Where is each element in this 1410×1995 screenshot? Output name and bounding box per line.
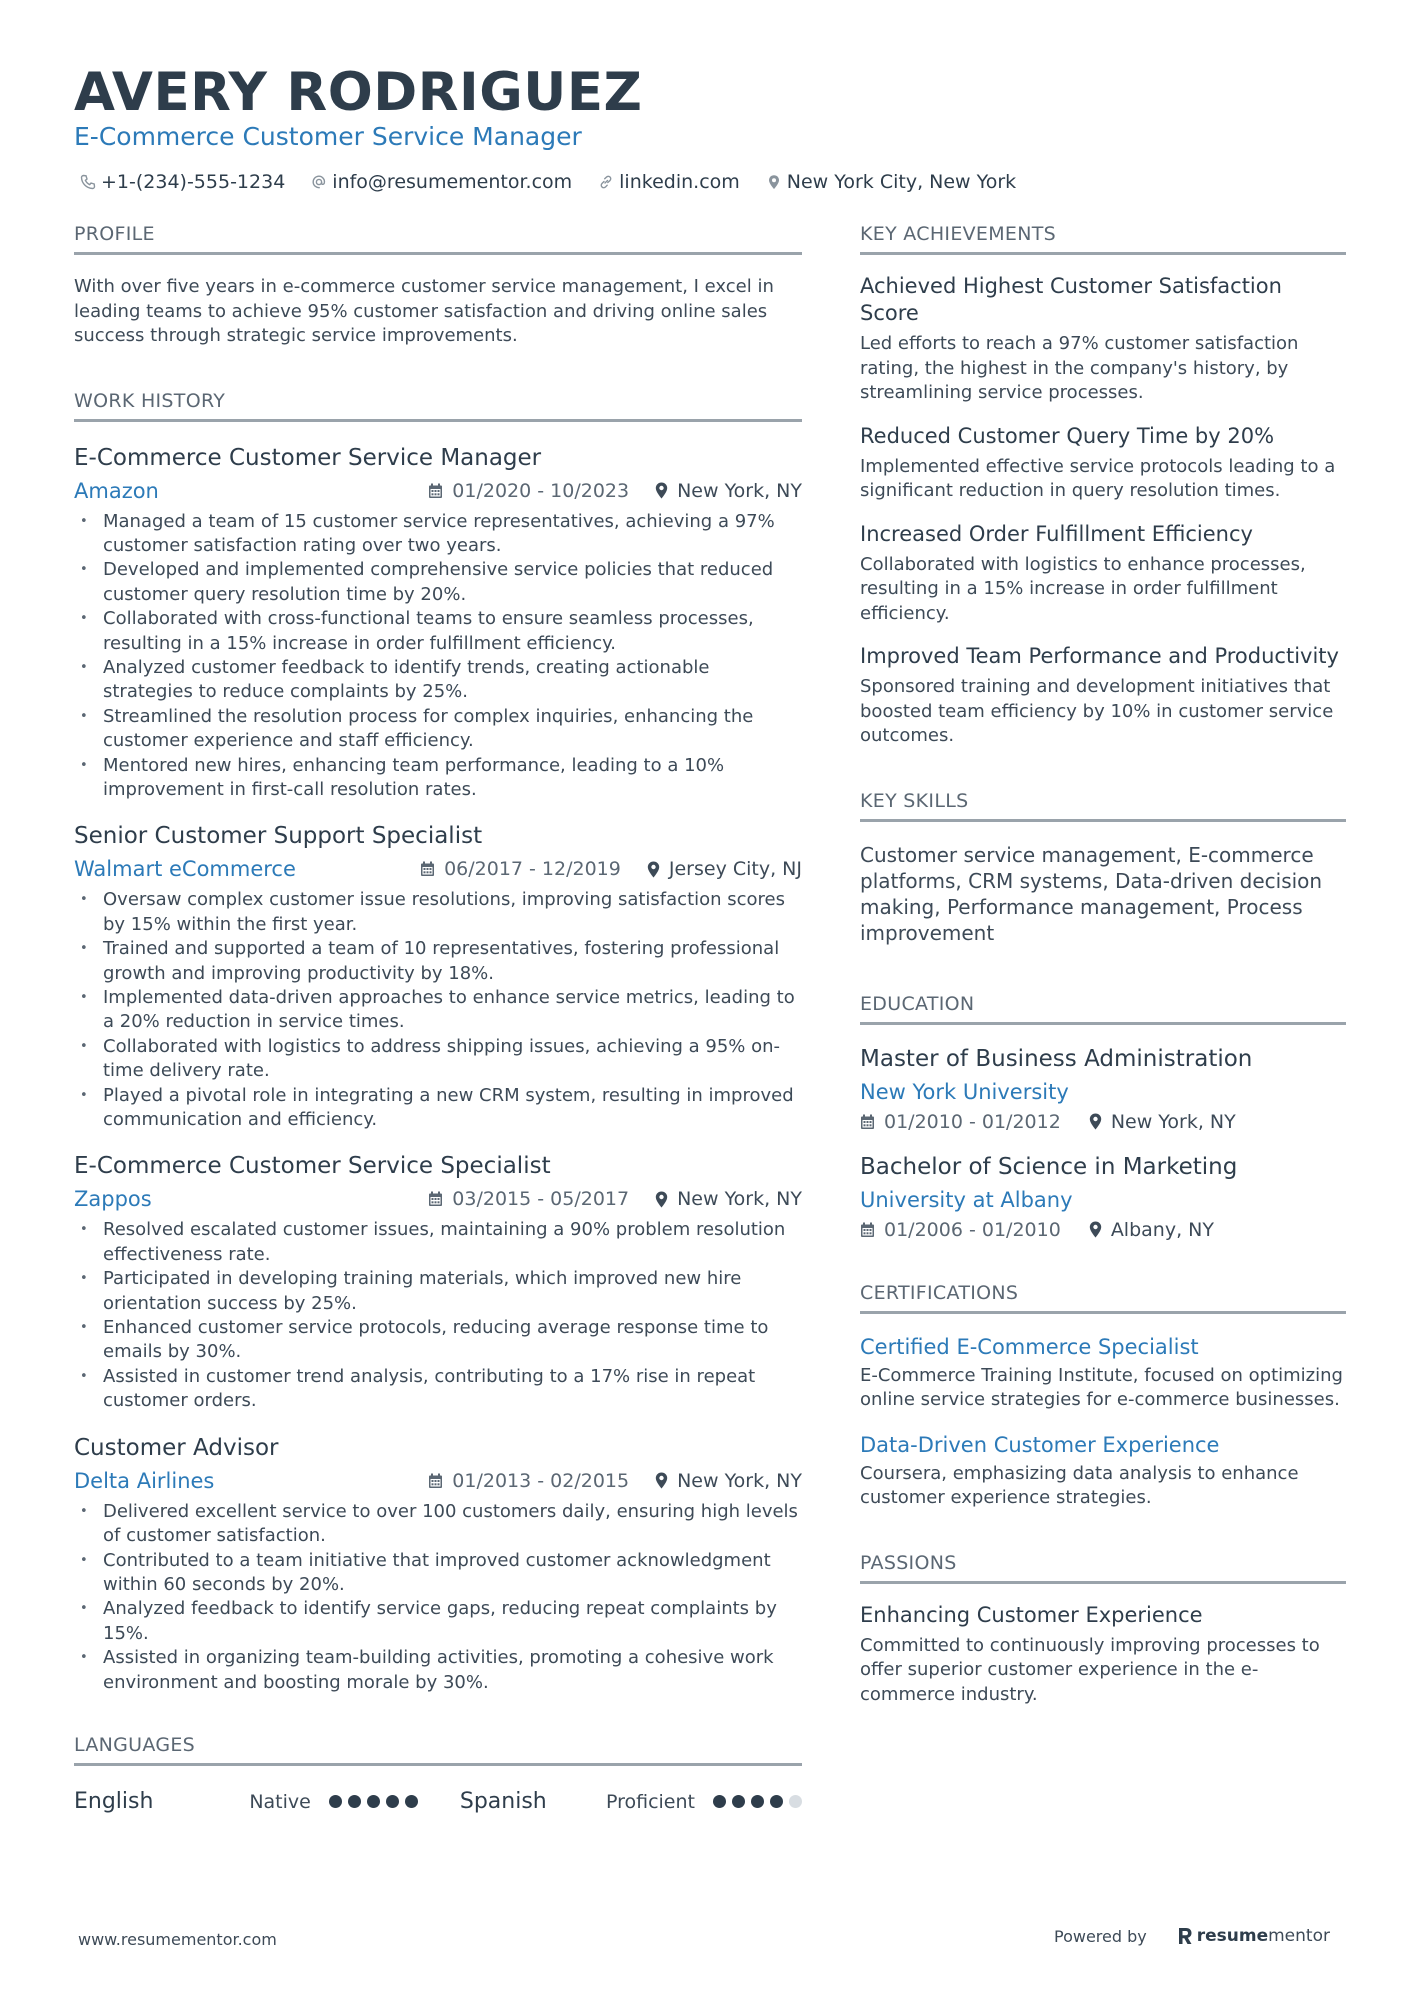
job-title: E-Commerce Customer Service Specialist — [74, 1153, 551, 1180]
brand-logo[interactable] — [1177, 1926, 1330, 1946]
rating-dot-filled — [405, 1795, 418, 1808]
job-title: E-Commerce Customer Service Manager — [74, 444, 542, 471]
job-meta — [428, 1188, 802, 1210]
brand-bold: resume — [1196, 1926, 1269, 1946]
calendar-icon — [428, 1473, 443, 1489]
language-level: Native — [249, 1790, 311, 1813]
education-dates — [860, 1111, 1061, 1133]
job-dates-text: 01/2020 - 10/2023 — [452, 479, 630, 502]
education-item — [860, 1151, 1346, 1241]
education-location-text: Albany, NY — [1110, 1218, 1214, 1241]
job-location — [655, 480, 802, 502]
achievements-section — [860, 222, 1346, 749]
certification-title: Data-Driven Customer Experience — [860, 1432, 1220, 1457]
job-meta-row — [74, 1184, 802, 1214]
job-bullet: • Implemented data-driven approaches to enhance service metrics, leading to a 20% reduction in service times. — [74, 986, 802, 1035]
achievement-title: Reduced Customer Query Time by 20% — [860, 423, 1275, 448]
contact-phone[interactable] — [80, 171, 285, 193]
profile-text: With over five years in e-commerce customer service management, I excel in leading teams to achieve 95% customer satisfaction and driving online sales success through strategic service improvements. — [74, 276, 774, 346]
powered-by-label: Powered by — [1054, 1926, 1147, 1946]
certification-desc: Coursera, emphasizing data analysis to enhance customer experience strategies. — [860, 1462, 1299, 1508]
map-pin-icon — [647, 861, 660, 878]
calendar-icon — [860, 1114, 875, 1130]
footer-website[interactable]: www.resumementor.com — [78, 1930, 277, 1949]
education-school: New York University — [860, 1079, 1069, 1104]
job-bullet: • Streamlined the resolution process for complex inquiries, enhancing the customer experience and staff efficiency. — [74, 705, 802, 754]
certifications-section — [860, 1281, 1346, 1511]
contact-email-text: info@resumementor.com — [332, 171, 573, 193]
job-dates — [428, 1188, 629, 1210]
job-bullet: • Mentored new hires, enhancing team performance, leading to a 10% improvement in first-call resolution rates. — [74, 754, 802, 803]
achievement-desc: Collaborated with logistics to enhance processes, resulting in a 15% increase in order fulfillment efficiency. — [860, 553, 1306, 624]
job-dates — [428, 1470, 629, 1492]
job-bullet: • Contributed to a team initiative that improved customer acknowledgment within 60 seconds by 20%. — [74, 1549, 802, 1598]
job-location-text: New York, NY — [677, 1469, 802, 1492]
education-degree: Bachelor of Science in Marketing — [860, 1153, 1238, 1180]
achievement-item — [860, 643, 1346, 749]
achievements-heading: KEY ACHIEVEMENTS — [860, 222, 1346, 255]
rating-dot-empty — [789, 1795, 802, 1808]
job-bullet: • Oversaw complex customer issue resolutions, improving satisfaction scores by 15% within the first year. — [74, 888, 802, 937]
calendar-icon — [420, 861, 435, 877]
calendar-icon — [428, 483, 443, 499]
job-dates-text: 01/2013 - 02/2015 — [452, 1469, 630, 1492]
contact-phone-text: +1-(234)-555-1234 — [101, 171, 286, 193]
job-bullets — [74, 1500, 802, 1695]
contact-linkedin-text: linkedin.com — [619, 171, 740, 193]
rating-dot-filled — [329, 1795, 342, 1808]
education-dates — [860, 1219, 1061, 1241]
job-bullet: • Analyzed feedback to identify service gaps, reducing repeat complaints by 15%. — [74, 1597, 802, 1646]
rating-dot-filled — [770, 1795, 783, 1808]
achievement-desc: Implemented effective service protocols leading to a significant reduction in query resolution times. — [860, 455, 1336, 501]
job-bullet: • Developed and implemented comprehensive service policies that reduced customer query resolution time by 20%. — [74, 558, 802, 607]
contact-email[interactable] — [311, 171, 572, 193]
job-location — [655, 1470, 802, 1492]
job-location-text: New York, NY — [677, 479, 802, 502]
map-pin-icon — [655, 1191, 668, 1208]
link-icon — [598, 174, 614, 190]
language-name: Spanish — [459, 1789, 547, 1815]
job-entry — [74, 1150, 802, 1413]
job-bullet: • Managed a team of 15 customer service representatives, achieving a 97% customer satisfaction rating over two years. — [74, 510, 802, 559]
profile-heading: PROFILE — [74, 222, 802, 255]
map-pin-icon — [766, 174, 782, 190]
at-icon — [311, 174, 327, 190]
language-level: Proficient — [605, 1790, 695, 1813]
job-location-text: New York, NY — [677, 1188, 802, 1211]
job-meta-row — [74, 476, 802, 506]
candidate-name: AVERY RODRIGUEZ — [74, 62, 643, 123]
rating-dot-filled — [713, 1795, 726, 1808]
rating-dot-filled — [386, 1795, 399, 1808]
language-name: English — [74, 1789, 154, 1815]
skills-section — [860, 789, 1346, 946]
job-bullet: • Assisted in customer trend analysis, contributing to a 17% rise in repeat customer orders. — [74, 1365, 802, 1414]
skills-text: Customer service management, E-commerce platforms, CRM systems, Data-driven decision making, Performance management, Process improvement — [860, 842, 1323, 945]
job-entry — [74, 442, 802, 803]
work-history-heading: WORK HISTORY — [74, 389, 802, 422]
calendar-icon — [428, 1191, 443, 1207]
job-dates-text: 06/2017 - 12/2019 — [444, 858, 621, 881]
map-pin-icon — [655, 1472, 668, 1489]
job-meta-row — [74, 854, 802, 884]
job-bullets — [74, 1218, 802, 1413]
job-bullet: • Delivered excellent service to over 100 customers daily, ensuring high levels of customer satisfaction. — [74, 1500, 802, 1549]
job-bullet: • Analyzed customer feedback to identify trends, creating actionable strategies to reduce complaints by 25%. — [74, 656, 802, 705]
rating-dot-filled — [367, 1795, 380, 1808]
certifications-heading: CERTIFICATIONS — [860, 1281, 1346, 1314]
map-pin-icon — [1089, 1221, 1102, 1238]
certification-title: Certified E-Commerce Specialist — [860, 1334, 1199, 1359]
achievement-title: Increased Order Fulfillment Efficiency — [860, 521, 1253, 546]
achievement-item — [860, 273, 1346, 406]
contact-location-text: New York City, New York — [786, 171, 1017, 193]
language-rating — [329, 1795, 418, 1808]
job-location — [647, 858, 802, 880]
job-dates-text: 03/2015 - 05/2017 — [452, 1188, 630, 1211]
job-entry — [74, 820, 802, 1132]
footer-branding — [1054, 1926, 1330, 1946]
map-pin-icon — [1089, 1113, 1102, 1130]
education-dates-text: 01/2010 - 01/2012 — [884, 1110, 1061, 1133]
education-item — [860, 1043, 1346, 1133]
education-degree: Master of Business Administration — [860, 1045, 1253, 1072]
education-dates-text: 01/2006 - 01/2010 — [884, 1218, 1061, 1241]
achievement-desc: Sponsored training and development initiatives that boosted team efficiency by 10% in customer service outcomes. — [860, 676, 1334, 746]
brand-light: mentor — [1268, 1926, 1330, 1946]
education-section — [860, 992, 1346, 1241]
right-column — [860, 222, 1346, 1707]
job-bullets — [74, 510, 802, 803]
company-name: Walmart eCommerce — [74, 857, 296, 882]
job-bullet: • Played a pivotal role in integrating a new CRM system, resulting in improved communication and efficiency. — [74, 1084, 802, 1133]
job-location-text: Jersey City, NJ — [668, 858, 802, 881]
rating-dot-filled — [751, 1795, 764, 1808]
phone-icon — [80, 174, 96, 190]
work-history-section — [74, 389, 802, 1695]
job-bullet: • Trained and supported a team of 10 representatives, fostering professional growth and improving productivity by 18%. — [74, 937, 802, 986]
job-location — [655, 1188, 802, 1210]
job-dates — [420, 858, 621, 880]
job-bullet: • Collaborated with cross-functional teams to ensure seamless processes, resulting in a 15% increase in order fulfillment efficiency. — [74, 607, 802, 656]
job-entry — [74, 1432, 802, 1695]
passion-desc: Committed to continuously improving processes to offer superior customer experience in the e-commerce industry. — [860, 1634, 1320, 1705]
education-meta — [860, 1111, 1346, 1133]
achievement-title: Improved Team Performance and Productivity — [860, 644, 1339, 668]
education-school: University at Albany — [860, 1187, 1073, 1212]
map-pin-icon — [655, 482, 668, 499]
profile-section — [74, 222, 802, 349]
job-bullet: • Assisted in organizing team-building activities, promoting a cohesive work environment and boosting morale by 30%. — [74, 1646, 802, 1695]
certification-item — [860, 1430, 1346, 1511]
job-meta-row — [74, 1466, 802, 1496]
company-name: Zappos — [74, 1187, 152, 1212]
candidate-title: E-Commerce Customer Service Manager — [74, 122, 582, 151]
contact-bar — [80, 168, 1016, 196]
job-bullet: • Participated in developing training materials, which improved new hire orientation success by 25%. — [74, 1267, 802, 1316]
education-location-text: New York, NY — [1110, 1110, 1236, 1133]
job-meta — [428, 1470, 802, 1492]
contact-location — [766, 171, 1016, 193]
certification-item — [860, 1332, 1346, 1413]
job-meta — [420, 858, 802, 880]
achievement-desc: Led efforts to reach a 97% customer satisfaction rating, the highest in the company's history, by streamlining service processes. — [860, 333, 1299, 403]
contact-linkedin[interactable] — [598, 171, 740, 193]
job-title: Customer Advisor — [74, 1434, 279, 1461]
rating-dot-filled — [348, 1795, 361, 1808]
job-dates — [428, 480, 629, 502]
resumementor-logo-icon — [1177, 1927, 1193, 1945]
language-rating — [713, 1795, 802, 1808]
job-bullet: • Resolved escalated customer issues, maintaining a 90% problem resolution effectiveness rate. — [74, 1218, 802, 1267]
passion-item — [860, 1602, 1346, 1708]
company-name: Amazon — [74, 478, 159, 503]
job-bullet: • Collaborated with logistics to address shipping issues, achieving a 95% on-time delivery rate. — [74, 1035, 802, 1084]
skills-heading: KEY SKILLS — [860, 789, 1346, 822]
education-location — [1089, 1111, 1236, 1133]
passion-title: Enhancing Customer Experience — [860, 1602, 1203, 1627]
job-title: Senior Customer Support Specialist — [74, 823, 483, 850]
rating-dot-filled — [732, 1795, 745, 1808]
education-heading: EDUCATION — [860, 992, 1346, 1025]
job-bullet: • Enhanced customer service protocols, reducing average response time to emails by 30%. — [74, 1316, 802, 1365]
languages-section — [74, 1733, 802, 1818]
achievement-item — [860, 521, 1346, 627]
passions-heading: PASSIONS — [860, 1551, 1346, 1584]
company-name: Delta Airlines — [74, 1468, 215, 1493]
languages-row — [74, 1786, 802, 1818]
passions-section — [860, 1551, 1346, 1708]
left-column — [74, 222, 802, 1818]
languages-heading: LANGUAGES — [74, 1733, 802, 1766]
job-meta — [428, 480, 802, 502]
achievement-title: Achieved Highest Customer Satisfaction Score — [860, 274, 1282, 325]
education-meta — [860, 1219, 1346, 1241]
job-bullets — [74, 888, 802, 1132]
achievement-item — [860, 423, 1346, 504]
certification-desc: E-Commerce Training Institute, focused on optimizing online service strategies for e-commerce businesses. — [860, 1364, 1343, 1410]
education-location — [1089, 1219, 1214, 1241]
calendar-icon — [860, 1222, 875, 1238]
